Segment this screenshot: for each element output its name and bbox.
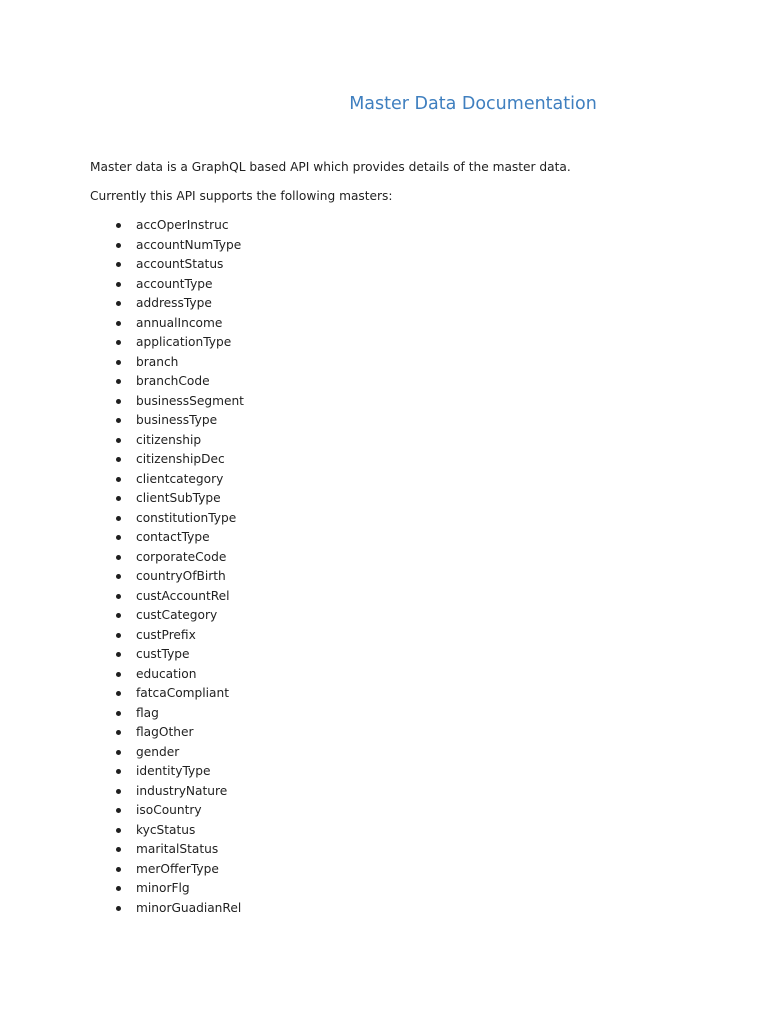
- list-item-label: citizenshipDec: [136, 452, 225, 466]
- bullet-icon: [116, 789, 121, 794]
- bullet-icon: [116, 828, 121, 833]
- list-item-label: fatcaCompliant: [136, 686, 230, 700]
- bullet-icon: [116, 457, 121, 462]
- bullet-icon: [116, 847, 121, 852]
- list-item-label: custPrefix: [136, 627, 196, 642]
- list-item-label: businessType: [136, 413, 218, 427]
- list-item-label: accountStatus: [136, 257, 224, 271]
- list-item-label: branch: [136, 354, 179, 369]
- bullet-icon: [116, 418, 121, 423]
- list-item-label: citizenship: [136, 432, 202, 447]
- bullet-icon: [116, 340, 121, 345]
- bullet-icon: [116, 399, 121, 404]
- list-item-label: isoCountry: [136, 803, 202, 817]
- bullet-icon: [116, 360, 121, 365]
- bullet-icon: [116, 243, 121, 248]
- list-item-label: flagOther: [136, 725, 194, 739]
- list-item-label: businessSegment: [136, 393, 244, 408]
- list-item-label: kycStatus: [136, 822, 196, 837]
- list-item-label: branchCode: [136, 374, 210, 388]
- bullet-icon: [116, 906, 121, 911]
- list-item-label: custAccountRel: [136, 588, 230, 603]
- bullet-icon: [116, 555, 121, 560]
- list-item-label: clientcategory: [136, 471, 224, 486]
- list-item-label: merOfferType: [136, 861, 219, 876]
- list-item-label: annualIncome: [136, 315, 223, 330]
- bullet-icon: [116, 867, 121, 872]
- bullet-icon: [116, 574, 121, 579]
- bullet-icon: [116, 223, 121, 228]
- list-item-label: maritalStatus: [136, 842, 219, 856]
- list-item-label: corporateCode: [136, 549, 227, 564]
- intro-paragraph: Master data is a GraphQL based API which provides details of the master data.: [90, 160, 571, 174]
- bullet-icon: [116, 282, 121, 287]
- bullet-icon: [116, 321, 121, 326]
- bullet-icon: [116, 633, 121, 638]
- list-item-label: addressType: [136, 296, 212, 310]
- bullet-icon: [116, 652, 121, 657]
- list-item-label: flag: [136, 705, 159, 720]
- list-item-label: accOperInstruc: [136, 218, 229, 232]
- list-item-label: contactType: [136, 530, 210, 544]
- list-item-label: education: [136, 666, 197, 681]
- list-item-label: industryNature: [136, 783, 228, 798]
- bullet-icon: [116, 886, 121, 891]
- list-item-label: identityType: [136, 764, 211, 778]
- bullet-icon: [116, 438, 121, 443]
- bullet-icon: [116, 496, 121, 501]
- bullet-icon: [116, 613, 121, 618]
- list-item-label: clientSubType: [136, 491, 221, 505]
- list-item-label: custType: [136, 647, 190, 661]
- bullet-icon: [116, 672, 121, 677]
- bullet-icon: [116, 750, 121, 755]
- bullet-icon: [116, 516, 121, 521]
- list-item-label: constitutionType: [136, 510, 237, 525]
- list-item-label: minorFlg: [136, 881, 190, 895]
- bullet-icon: [116, 301, 121, 306]
- bullet-icon: [116, 808, 121, 813]
- supports-paragraph: Currently this API supports the following masters:: [90, 189, 393, 203]
- list-item-label: gender: [136, 744, 180, 759]
- list-item-label: accountType: [136, 276, 213, 291]
- bullet-icon: [116, 535, 121, 540]
- list-item-label: applicationType: [136, 335, 232, 349]
- bullet-icon: [116, 769, 121, 774]
- list-item-label: minorGuadianRel: [136, 900, 242, 915]
- bullet-icon: [116, 379, 121, 384]
- document-title: Master Data Documentation: [349, 94, 597, 114]
- bullet-icon: [116, 594, 121, 599]
- list-item-label: countryOfBirth: [136, 569, 226, 583]
- bullet-icon: [116, 262, 121, 267]
- bullet-icon: [116, 711, 121, 716]
- bullet-icon: [116, 691, 121, 696]
- list-item-label: custCategory: [136, 608, 218, 622]
- bullet-icon: [116, 477, 121, 482]
- list-item-label: accountNumType: [136, 237, 242, 252]
- bullet-icon: [116, 730, 121, 735]
